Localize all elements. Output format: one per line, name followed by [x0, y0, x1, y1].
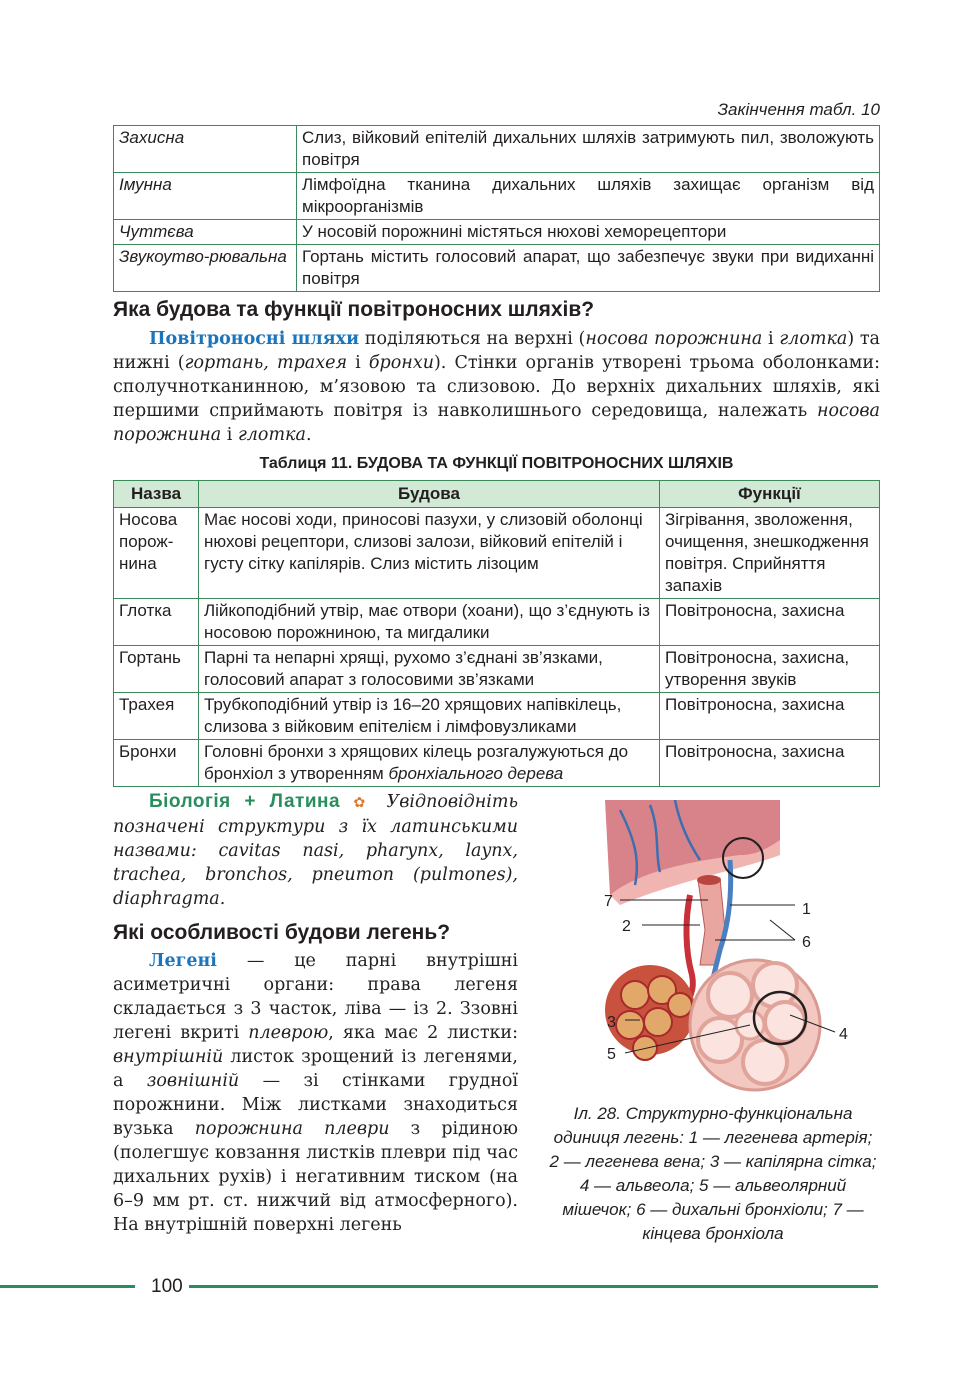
table-row	[114, 126, 880, 173]
bio-latin-task	[113, 790, 518, 911]
table-cell-name: Імунна	[114, 173, 297, 220]
table-cell-name: Бронхи	[114, 740, 199, 787]
table-cell-name: Гортань	[114, 646, 199, 693]
table-cell-functions: Повітроносна, захисна	[660, 740, 880, 787]
bio-latin-label: Біологія + Латина	[149, 791, 341, 812]
table-header-functions: Функції	[660, 481, 880, 508]
table-cell-structure: Парні та непарні хрящі, рухомо з’єднані зв’язками, голосовий апарат з голосовими зв’язками	[199, 646, 660, 693]
table-cell-desc: Гортань містить голосовий апарат, що забезпечує звуки при видиханні повітря	[297, 245, 880, 292]
table-cell-functions: Повітроносна, захисна	[660, 693, 880, 740]
figure-label-6: 6	[802, 934, 811, 951]
table-header-name: Назва	[114, 481, 199, 508]
paragraph-lungs: Легені — це парні внутрішні асиметричні органи: права легеня складається з 3 часток, ліва — із 2. Ззовні легені вкриті плеврою, яка має 2 листки: внутрішній листок зрощений із легенями, а зовнішній — зі стінками грудної порожнини. Між листками знаходиться вузька порожнина плеври з рідиною (полегшує ковзання листків плеври під час дихальних рухів) і негативним тиском (на 6–9 мм рт. ст. нижчий від атмосферного). На внутрішній поверхні легень	[113, 951, 519, 1235]
table-11-title: Таблиця 11. БУДОВА ТА ФУНКЦІЇ ПОВІТРОНОСНИХ ШЛЯХІВ	[259, 455, 734, 472]
table-cell-desc: Слиз, війковий епітелій дихальних шляхів затримують пил, зволожують повітря	[297, 126, 880, 173]
section-heading-airways: Яка будова та функції повітроносних шляхів?	[113, 298, 595, 321]
table-row	[114, 245, 880, 292]
table-row	[114, 646, 880, 693]
bio-latin-text: Увідповідніть позначені структури з їх латинськими назвами: cavitas nasi, pharynx, laynx, trachea, bronchos, pneumon (pulmones), diaphragma.	[113, 792, 518, 909]
table-11	[113, 480, 880, 787]
figure-caption: Іл. 28. Структурно-функціональна одиниця легень: 1 — легенева артерія; 2 — легенева вена; 3 — капілярна сітка; 4 — альвеола; 5 — альвеолярний мішечок; 6 — дихальні бронхіоли; 7 — кінцева бронхіола	[549, 1104, 877, 1243]
table-cell-desc: Лімфоїдна тканина дихальних шляхів захищає організм від мікроорганізмів	[297, 173, 880, 220]
table-cell-structure: Лійкоподібний утвір, має отвори (хоани), що з’єднують із носовою порожниною, та мигдалики	[199, 599, 660, 646]
section-heading-lungs: Які особливості будови легень?	[113, 921, 451, 944]
table-cell-name: Чуттєва	[114, 220, 297, 245]
table-cell-functions: Повітроносна, захисна, утворення звуків	[660, 646, 880, 693]
flower-icon: ✿	[353, 795, 374, 811]
figure-label-7: 7	[604, 893, 613, 910]
table-cell-structure: Має носові ходи, приносові пазухи, у слизовій оболонці нюхові рецептори, слизові залози, війковий епітелій і густу сітку капілярів. Слиз містить лізоцим	[199, 508, 660, 599]
table-cell-name: Трахея	[114, 693, 199, 740]
table-row	[114, 599, 880, 646]
paragraph-airways: Повітроносні шляхи поділяються на верхні (носова порожнина і глотка) та нижні (гортань, трахея і бронхи). Стінки органів утворені трьома оболонками: сполучнотканинною, м’язовою та слизовою. До верхніх дихальних шляхів, які першими сприймають повітря із навколишнього середовища, належать носова порожнина і глотка.	[113, 329, 880, 445]
table-row	[114, 508, 880, 599]
figure-label-3: 3	[607, 1014, 616, 1031]
table-row	[114, 220, 880, 245]
table-cell-structure: Трубкоподібний утвір із 16–20 хрящових напівкілець, слизова з війковим епітелієм і лімфовузликами	[199, 693, 660, 740]
table-row	[114, 173, 880, 220]
figure-label-1: 1	[802, 901, 811, 918]
table-continuation-note: Закінчення табл. 10	[717, 100, 880, 119]
figure-label-2: 2	[622, 918, 631, 935]
table-cell-functions: Зігрівання, зволоження, очищення, знешкодження повітря. Сприйняття запахів	[660, 508, 880, 599]
bronchiole-lumen	[697, 875, 721, 885]
table-row	[114, 693, 880, 740]
table-cell-name: Звукоутво-рювальна	[114, 245, 297, 292]
capillary-network	[605, 965, 695, 1060]
table-cell-name: Глотка	[114, 599, 199, 646]
footer-line-right	[188, 1285, 878, 1288]
term-airways: Повітроносні шляхи	[149, 329, 360, 349]
figure-label-4: 4	[839, 1026, 848, 1043]
table-cell-desc: У носовій порожнині містяться нюхові хеморецептори	[297, 220, 880, 245]
term-lungs: Легені	[149, 951, 217, 971]
table-header-structure: Будова	[199, 481, 660, 508]
lung-unit-illustration	[580, 800, 870, 1100]
table-row	[114, 740, 880, 787]
table-cell-functions: Повітроносна, захисна	[660, 599, 880, 646]
page-number: 100	[145, 1276, 189, 1298]
leader-line-6b	[770, 920, 795, 940]
table-cell-name: Захисна	[114, 126, 297, 173]
table-header-row	[114, 481, 880, 508]
figure-label-5: 5	[607, 1046, 616, 1063]
table-cell-name: Носова порож-нина	[114, 508, 199, 599]
footer-line-left	[0, 1285, 135, 1288]
table-10	[113, 125, 880, 292]
table-cell-structure: Головні бронхи з хрящових кілець розгалужуються до бронхіол з утворенням бронхіального дерева	[199, 740, 660, 787]
